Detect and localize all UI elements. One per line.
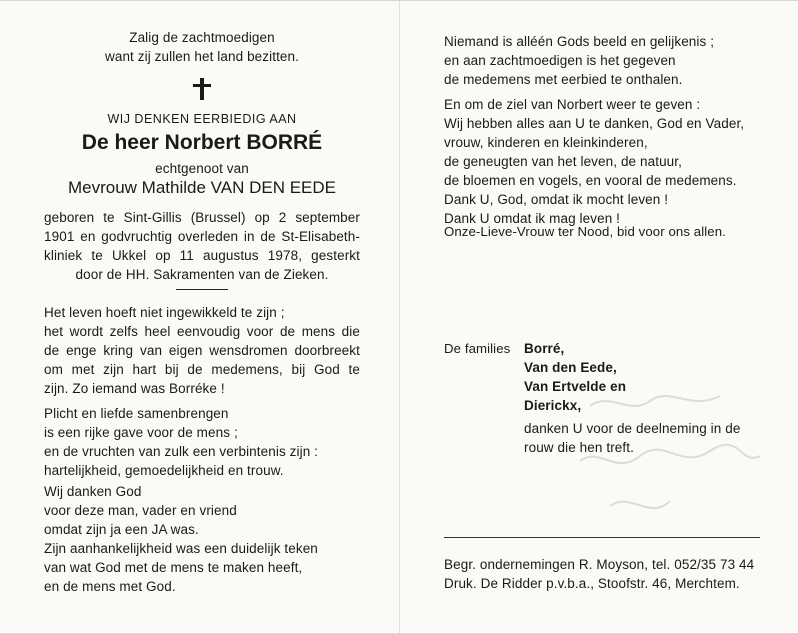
biography [44, 208, 360, 284]
text-line: Het leven hoeft niet ingewikkeld te zijn ; [44, 305, 285, 320]
family-name: Borré, [524, 341, 565, 356]
text-line: voor deze man, vader en vriend [44, 503, 237, 518]
tribute-paragraph-2 [44, 404, 360, 480]
divider [176, 289, 228, 290]
text-line: Wij hebben alles aan U te danken, God en Vader, [444, 116, 745, 131]
intro-heading: WIJ DENKEN EERBIEDIG AAN [107, 112, 297, 126]
beatitude-line: want zij zullen het land bezitten. [104, 49, 299, 64]
reflection-paragraph-2 [444, 95, 764, 228]
text-line: vrouw, kinderen en kleinkinderen, [444, 135, 648, 150]
deceased-name: De heer Norbert BORRÉ [81, 131, 323, 154]
text-line: de geneugten van het leven, de natuur, [444, 154, 682, 169]
beatitude-quote [44, 28, 360, 66]
text-line: en de mens met God. [44, 579, 176, 594]
reflection-paragraph-1 [444, 32, 764, 89]
text-line: van wat God met de mens te maken heeft, [44, 560, 303, 575]
text-line: En om de ziel van Norbert weer te geven : [444, 97, 701, 112]
text-line: om met zijn hart bij de medemens, bij God te [44, 362, 360, 377]
bio-line: geboren te Sint-Gillis (Brussel) op 2 september [44, 210, 360, 225]
spouse-name: Mevrouw Mathilde VAN DEN EEDE [68, 178, 336, 197]
prayer-line: Onze-Lieve-Vrouw ter Nood, bid voor ons allen. [444, 224, 726, 239]
text-line: Zijn aanhankelijkheid was een duidelijk teken [44, 541, 318, 556]
families-label: De families [444, 341, 511, 356]
text-line: de enge kring van eigen wensdromen doorbreekt [44, 343, 360, 358]
text-line: Plicht en liefde samenbrengen [44, 406, 229, 421]
spouse-label: echtgenoot van [155, 161, 249, 176]
text-line: het wordt zelfs heel eenvoudig voor de mens die [44, 324, 360, 339]
text-line: danken U voor de deelneming in de [524, 421, 741, 436]
text-line: en de vruchten van zulk een verbintenis zijn : [44, 444, 319, 459]
text-line: de medemens met eerbied te onthalen. [444, 72, 683, 87]
printer-line: Begr. ondernemingen R. Moyson, tel. 052/35 73 44 [444, 557, 755, 572]
tribute-paragraph-1 [44, 303, 360, 398]
text-line: zijn. Zo iemand was Borréke ! [44, 381, 225, 396]
text-line: is een rijke gave voor de mens ; [44, 425, 238, 440]
printer-line: Druk. De Ridder p.v.b.a., Stoofstr. 46, Merchtem. [444, 576, 740, 591]
family-names [524, 339, 626, 415]
bio-line: door de HH. Sakramenten van de Zieken. [75, 267, 329, 282]
text-line: en aan zachtmoedigen is het gegeven [444, 53, 676, 68]
bio-line: kliniek te Ukkel op 11 augustus 1978, gesterkt [44, 248, 360, 263]
bio-line: 1901 en godvruchtig overleden in de St-Elisabeth- [44, 229, 360, 244]
text-line: Dank U, God, omdat ik mocht leven ! [444, 192, 669, 207]
text-line: Dank U omdat ik mag leven ! [444, 211, 621, 226]
family-thanks [524, 419, 764, 457]
beatitude-line: Zalig de zachtmoedigen [129, 30, 275, 45]
printer-info [444, 555, 764, 593]
printer-divider [444, 537, 760, 538]
text-line: rouw die hen treft. [524, 440, 634, 455]
text-line: hartelijkheid, gemoedelijkheid en trouw. [44, 463, 284, 478]
text-line: de bloemen en vogels, en vooral de medemens. [444, 173, 737, 188]
tribute-paragraph-3 [44, 482, 360, 596]
text-line: omdat zijn ja een JA was. [44, 522, 199, 537]
family-name: Van den Eede, [524, 360, 617, 375]
card-fold-line [399, 1, 400, 633]
family-name: Van Ertvelde en [524, 379, 627, 394]
text-line: Niemand is alléén Gods beeld en gelijkenis ; [444, 34, 715, 49]
latin-cross-icon [184, 78, 220, 100]
text-line: Wij danken God [44, 484, 142, 499]
family-name: Dierickx, [524, 398, 582, 413]
